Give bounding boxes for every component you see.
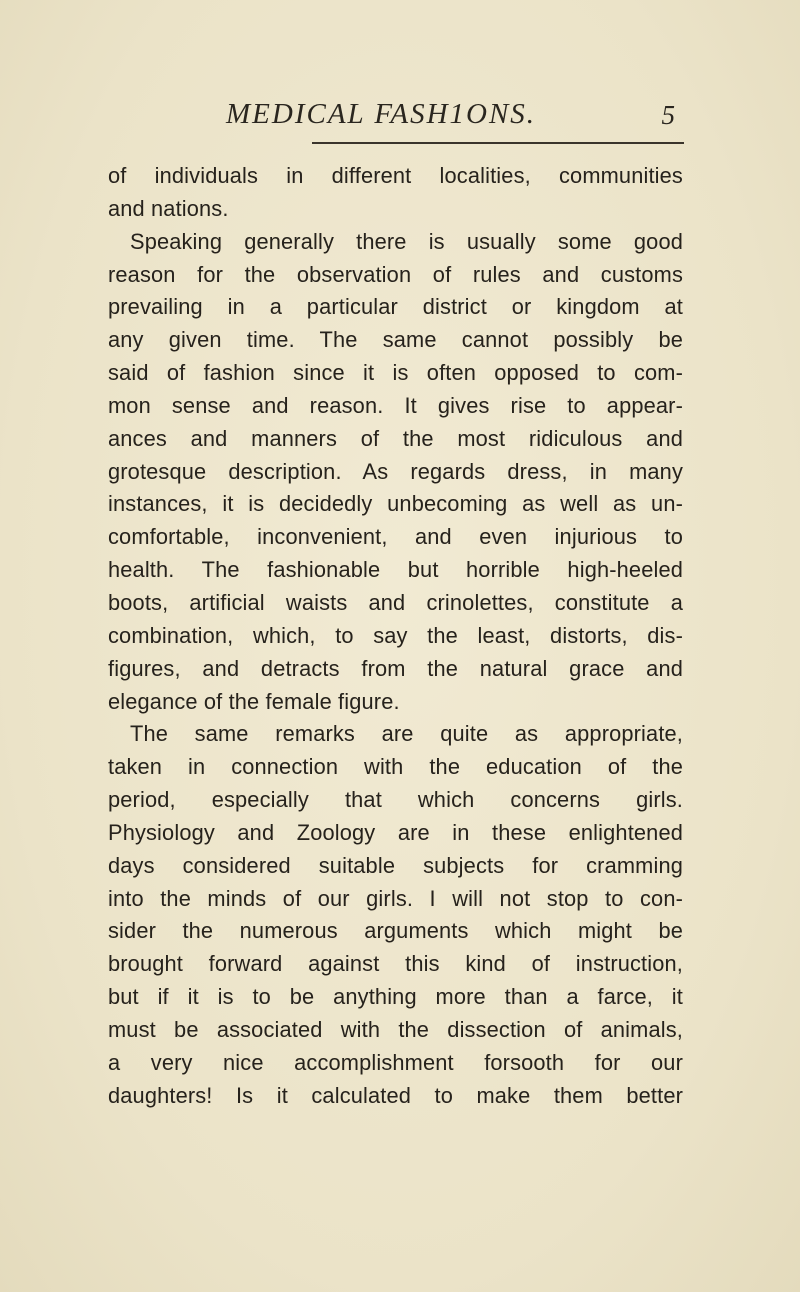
running-head: [108, 98, 683, 138]
text-line: grotesque description. As regards dress, in many: [108, 458, 683, 484]
body-text: [108, 160, 683, 1112]
text-line: must be associated with the dissection of animals,: [108, 1016, 683, 1042]
header-rule: [312, 142, 684, 144]
text-line: days considered suitable subjects for cramming: [108, 852, 683, 878]
text-line: of individuals in different localities, communities: [108, 163, 683, 188]
running-title: MEDICAL FASH1ONS.: [226, 98, 537, 130]
text-line: and nations.: [108, 195, 229, 221]
text-line: said of fashion since it is often opposed to com-: [108, 360, 683, 386]
text-line: The same remarks are quite as appropriate,: [130, 721, 683, 747]
text-line: elegance of the female figure.: [108, 688, 400, 714]
text-line: period, especially that which concerns girls.: [108, 787, 683, 813]
text-line: prevailing in a particular district or kingdom at: [108, 294, 683, 320]
text-line: into the minds of our girls. I will not stop to con-: [108, 885, 683, 911]
text-line: instances, it is decidedly unbecoming as well as un-: [108, 491, 683, 517]
page-number: 5: [661, 100, 675, 130]
text-line: sider the numerous arguments which might be: [108, 918, 683, 944]
text-line: health. The fashionable but horrible high-heeled: [108, 557, 683, 583]
text-line: mon sense and reason. It gives rise to appear-: [108, 392, 683, 418]
text-line: a very nice accomplishment forsooth for our: [108, 1049, 683, 1075]
text-line: ances and manners of the most ridiculous and: [108, 425, 683, 451]
text-line: but if it is to be anything more than a farce, it: [108, 984, 683, 1010]
text-line: boots, artificial waists and crinolettes, constitute a: [108, 589, 683, 615]
text-line: comfortable, inconvenient, and even injurious to: [108, 524, 683, 550]
text-line: taken in connection with the education of the: [108, 754, 683, 780]
text-line: brought forward against this kind of instruction,: [108, 951, 683, 977]
text-line: daughters! Is it calculated to make them better: [108, 1082, 683, 1108]
text-line: Physiology and Zoology are in these enlightened: [108, 819, 683, 845]
text-line: figures, and detracts from the natural grace and: [108, 655, 683, 681]
text-line: Speaking generally there is usually some good: [130, 228, 683, 254]
text-line: combination, which, to say the least, distorts, dis-: [108, 622, 683, 648]
text-line: any given time. The same cannot possibly be: [108, 327, 683, 353]
text-line: reason for the observation of rules and customs: [108, 261, 683, 287]
